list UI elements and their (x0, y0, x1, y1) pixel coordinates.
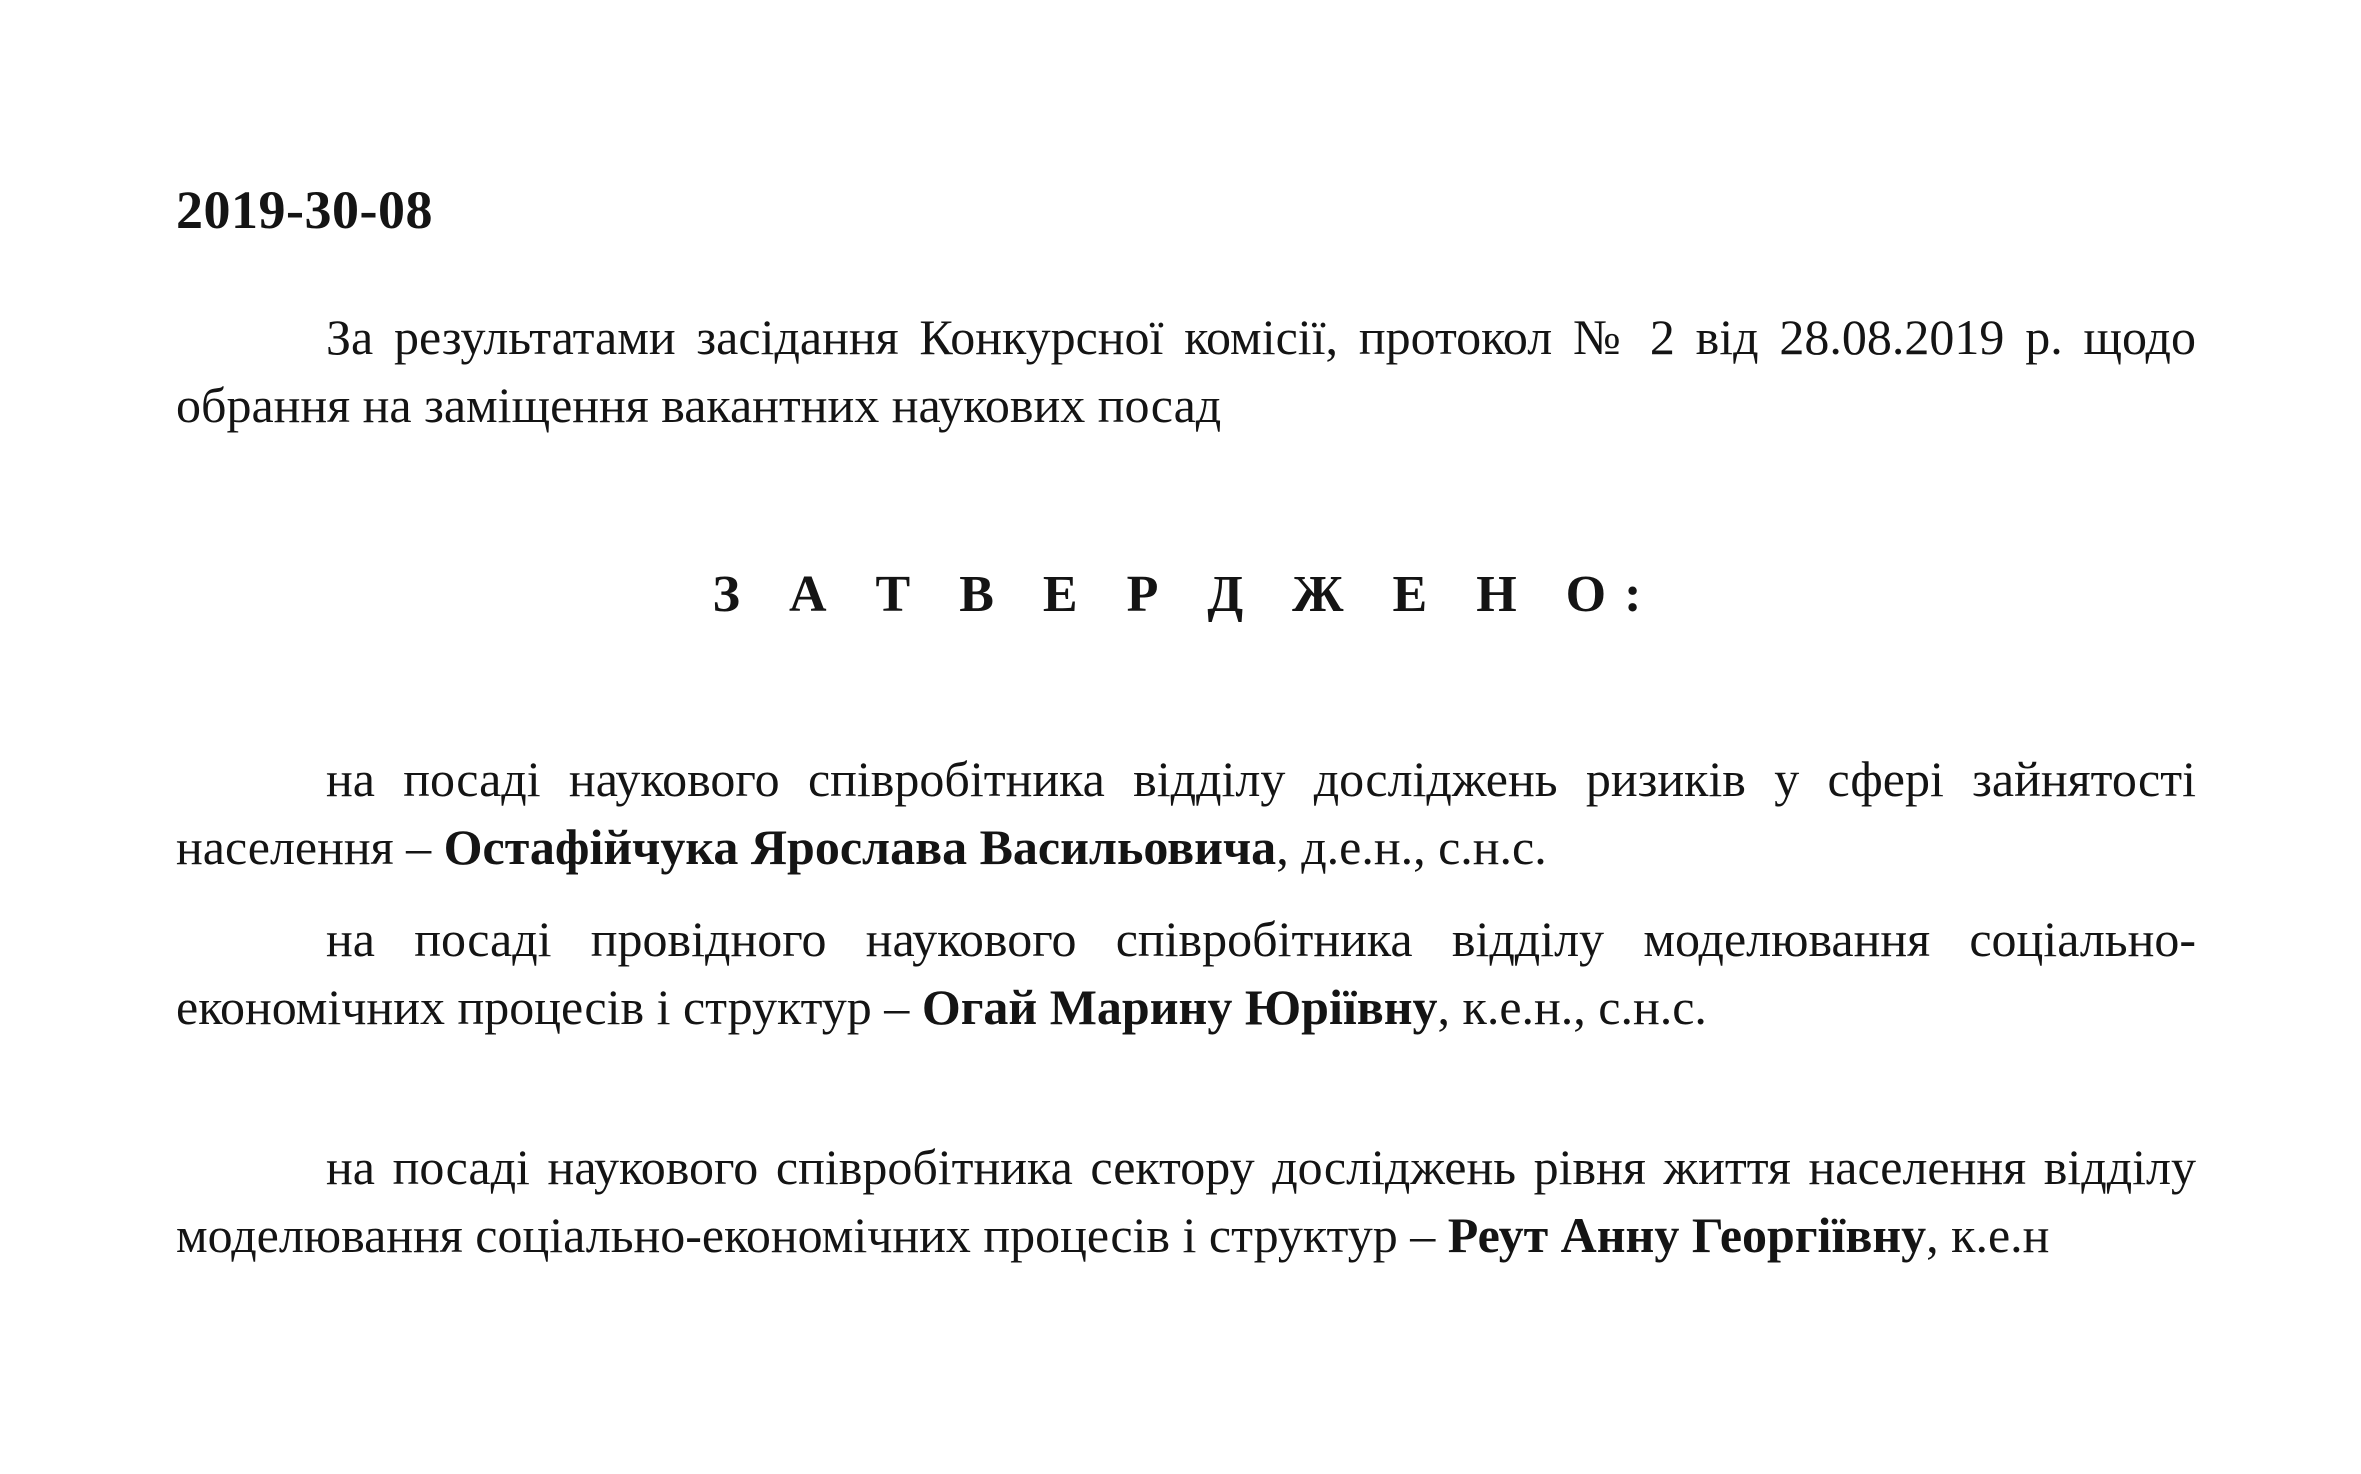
approved-heading: З А Т В Е Р Д Ж Е Н О: (712, 566, 1660, 623)
appointment-degree: , д.е.н., с.н.с. (1276, 819, 1547, 875)
appointment-text-before: на посаді наукового співробітника відділу досліджень ризиків у сфері зайнятості населення – (176, 751, 2196, 875)
appointment-paragraph-1 (176, 745, 2196, 881)
appointment-paragraph-2 (176, 905, 2196, 1041)
intro-paragraph (176, 303, 2196, 439)
appointment-text-before: на посаді провідного наукового співробітника відділу моделювання соціально-економічних процесів і структур – (176, 911, 2196, 1035)
appointee-name: Остафійчука Ярослава Васильовича (443, 819, 1277, 875)
intro-text: За результатами засідання Конкурсної комісії, протокол № 2 від 28.08.2019 р. щодо обрання на заміщення вакантних наукових посад (176, 309, 2196, 433)
appointment-text-before: на посаді наукового співробітника сектору досліджень рівня життя населення відділу моделювання соціально-економічних процесів і структур – (176, 1139, 2196, 1263)
document-date: 2019-30-08 (176, 180, 433, 240)
appointee-name: Реут Анну Георгіївну (1447, 1207, 1927, 1263)
appointment-degree: , к.е.н (1926, 1207, 2050, 1263)
appointment-paragraph-3 (176, 1133, 2196, 1269)
appointee-name: Огай Марину Юріївну (921, 979, 1438, 1035)
appointment-degree: , к.е.н., с.н.с. (1437, 979, 1707, 1035)
